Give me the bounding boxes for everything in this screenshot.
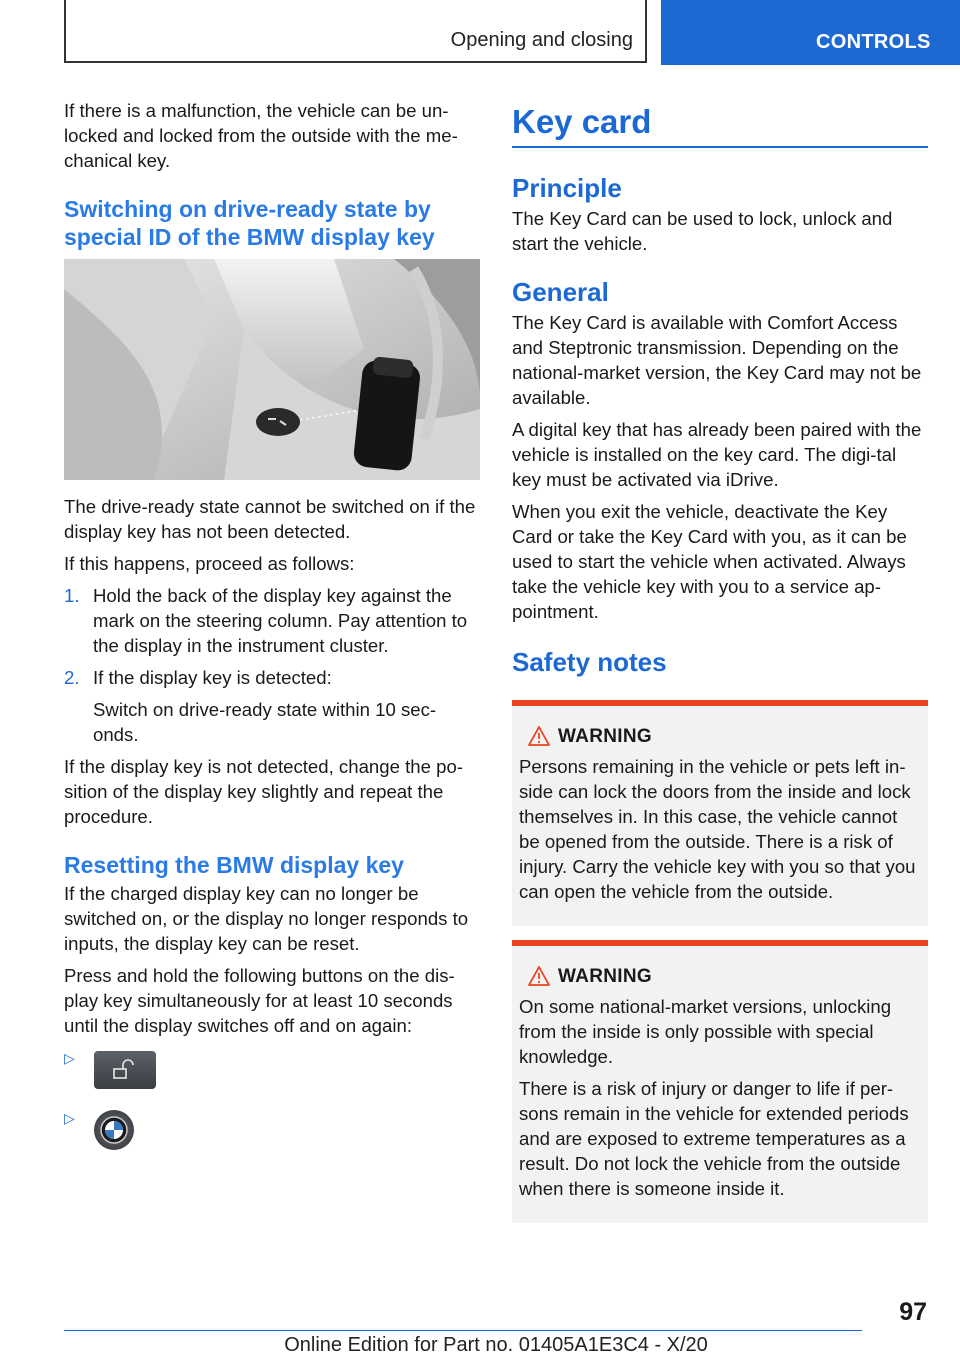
- step-text: Hold the back of the display key against the mark on the steering column. Pay attention to the display in the instrument cluster.: [93, 585, 468, 656]
- step-item: [64, 583, 480, 658]
- bmw-logo-button-icon: [94, 1110, 134, 1150]
- steps-list: [64, 583, 480, 747]
- steering-column-image: [64, 259, 480, 480]
- reset-paragraph-2: Press and hold the following buttons on the dis‐play key simultaneously for at least 10 seconds until the display switches off and on again:: [64, 965, 455, 1036]
- bullet-marker: ▷: [64, 1050, 75, 1066]
- warning-label: WARNING: [558, 726, 652, 747]
- general-paragraph-3: When you exit the vehicle, deactivate the Key Card or take the Key Card with you, as it can be used to start the vehicle when activated. Always take the vehicle key with you to a service ap‐pointment.: [512, 501, 907, 622]
- page-title: Key card: [512, 100, 928, 148]
- general-paragraph-1: The Key Card is available with Comfort Access and Steptronic transmission. Depending on the national-market version, the Key Card may not be available.: [512, 312, 922, 408]
- general-paragraph-2: A digital key that has already been paired with the vehicle is installed on the key card. The digi‐tal key must be activated via iDrive.: [512, 419, 922, 490]
- bullet-bmw-button: [64, 1110, 480, 1170]
- page-number: 97: [899, 1298, 927, 1326]
- bullet-unlock-button: [64, 1050, 480, 1110]
- step-subtext: Switch on drive-ready state within 10 sec‐onds.: [93, 699, 437, 745]
- heading-principle: Principle: [512, 173, 622, 203]
- warning-text: Persons remaining in the vehicle or pets left in‐side can lock the doors from the inside and lock themselves in. In this case, the vehicle cannot be opened from the outside. There is a risk of injury. Carry the vehicle key with you so that you can open the vehicle from the outside.: [519, 756, 916, 902]
- heading-drive-ready: Switching on drive-ready state by special ID of the BMW display key: [64, 196, 435, 250]
- header-section-box: [64, 0, 647, 63]
- not-detected-paragraph: The drive-ready state cannot be switched on if the display key has not been detected.: [64, 496, 476, 542]
- steering-column-illustration: [64, 259, 480, 480]
- warning-title: [519, 964, 921, 990]
- warning-box: [512, 940, 928, 1223]
- principle-paragraph: The Key Card can be used to lock, unlock and start the vehicle.: [512, 208, 893, 254]
- heading-general: General: [512, 277, 609, 307]
- warning-triangle-icon: [528, 966, 550, 986]
- right-column: [512, 100, 928, 1229]
- footer-divider: [64, 1330, 862, 1331]
- left-column: [64, 98, 480, 1170]
- warning-box: [512, 700, 928, 926]
- step-number: 1.: [64, 585, 80, 606]
- intro-paragraph: If there is a malfunction, the vehicle can be un‐locked and locked from the outside with the me‐chanical key.: [64, 100, 458, 171]
- step-number: 2.: [64, 667, 80, 688]
- warning-text: On some national-market versions, unlocking from the inside is only possible with special knowledge.: [519, 996, 892, 1067]
- heading-safety-notes: Safety notes: [512, 647, 667, 677]
- unlock-button-icon: [94, 1051, 156, 1089]
- warning-label: WARNING: [558, 966, 652, 987]
- bullet-marker: ▷: [64, 1110, 75, 1126]
- reset-paragraph-1: If the charged display key can no longer be switched on, or the display no longer responds to inputs, the display key can be reset.: [64, 883, 469, 954]
- proceed-paragraph: If this happens, proceed as follows:: [64, 553, 355, 574]
- step-text: If the display key is detected:: [93, 667, 332, 688]
- warning-triangle-icon: [528, 726, 550, 746]
- step-item: [64, 665, 480, 747]
- header-section-title: Opening and closing: [450, 29, 633, 51]
- footer-edition: Online Edition for Part no. 01405A1E3C4 - X/20: [284, 1334, 708, 1356]
- warning-text: There is a risk of injury or danger to life if per‐sons remain in the vehicle for extended periods and are exposed to extreme temperatures as a result. Do not lock the vehicle from the outside when there is someone inside it.: [519, 1078, 909, 1199]
- header-chapter-title: CONTROLS: [816, 31, 931, 53]
- change-position-paragraph: If the display key is not detected, change the po‐sition of the display key slightly and repeat the procedure.: [64, 756, 463, 827]
- header-chapter-tab: [661, 0, 960, 65]
- warning-title: [519, 724, 921, 750]
- heading-reset: Resetting the BMW display key: [64, 852, 404, 878]
